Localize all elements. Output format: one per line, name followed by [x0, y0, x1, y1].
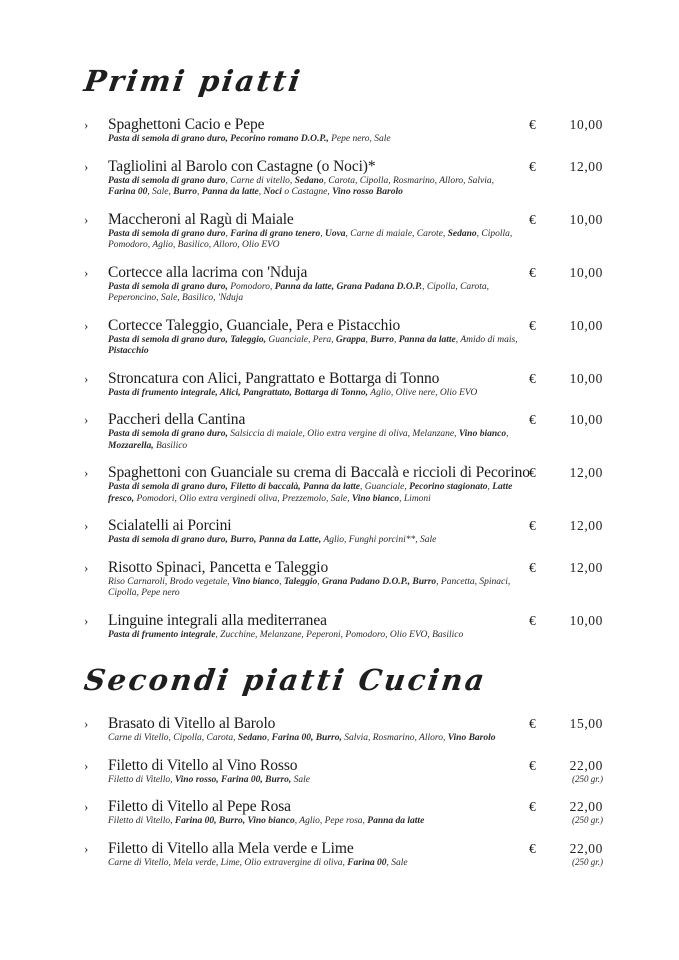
item-price	[529, 839, 603, 868]
menu-item	[84, 797, 603, 828]
item-ingredients: Pasta di frumento integrale, Alici, Pangrattato, Bottarga di Tonno, Aglio, Olive nere, Olio EVO	[108, 387, 478, 398]
euro-sign: €	[529, 518, 537, 533]
item-bullet-icon: ›	[84, 716, 89, 731]
euro-sign: €	[529, 117, 537, 132]
euro-sign: €	[529, 716, 537, 731]
item-name: Stroncatura con Alici, Pangrattato e Bottarga di Tonno	[108, 369, 440, 387]
item-ingredients: Carne di Vitello, Cipolla, Carota, Sedano, Farina 00, Burro, Salvia, Rosmarino, Alloro, Vino Barolo	[108, 733, 496, 743]
item-bullet-icon: ›	[84, 370, 89, 386]
menu-item	[84, 263, 603, 305]
price-row	[529, 613, 603, 629]
price-amount: 10,00	[569, 412, 603, 427]
menu-item	[84, 839, 603, 870]
item-price	[529, 558, 603, 576]
item-price	[529, 157, 603, 175]
section-title: Primi piatti	[82, 64, 305, 98]
item-bullet-icon: ›	[84, 317, 89, 333]
item-price	[529, 115, 603, 133]
item-body	[108, 210, 525, 252]
menu-item	[84, 316, 603, 358]
price-amount: 10,00	[569, 264, 603, 280]
item-body	[108, 558, 525, 600]
item-body	[108, 797, 525, 828]
price-amount: 15,00	[569, 716, 603, 731]
item-body	[108, 316, 525, 358]
price-row	[529, 465, 603, 481]
item-bullet-icon: ›	[84, 799, 89, 814]
item-body	[108, 410, 525, 452]
item-name: Cortecce Taleggio, Guanciale, Pera e Pistacchio	[108, 316, 401, 334]
price-amount: 10,00	[569, 612, 603, 628]
menu-item	[84, 611, 603, 642]
menu-item	[84, 410, 603, 452]
item-ingredients: Pasta di semola di grano duro, Pomodoro, Panna da latte, Grana Padana D.O.P., Cipolla, Carota, Peperoncino, Sale, Basilico, 'Nduja	[108, 281, 490, 303]
item-ingredients: Pasta di semola di grano duro, Farina di grano tenero, Uova, Carne di maiale, Carote, Sedano, Cipolla, Pomodoro, Aglio, Basilico, Alloro, Olio EVO	[108, 228, 513, 250]
item-body	[108, 516, 525, 547]
menu-item	[84, 369, 603, 400]
item-bullet-icon: ›	[84, 412, 89, 427]
euro-sign: €	[529, 840, 537, 856]
item-body	[108, 463, 530, 505]
price-amount: 22,00	[569, 799, 603, 814]
item-bullet-icon: ›	[84, 757, 89, 773]
price-row	[529, 716, 603, 732]
menu-item	[84, 115, 603, 146]
euro-sign: €	[529, 799, 537, 814]
item-ingredients: Carne di Vitello, Mela verde, Lime, Olio extravergine di oliva, Farina 00, Sale	[108, 857, 408, 868]
price-row	[529, 371, 603, 387]
item-body	[108, 756, 525, 787]
item-name: Filetto di Vitello alla Mela verde e Lime	[108, 839, 354, 857]
price-amount: 12,00	[569, 465, 603, 480]
item-bullet-icon: ›	[84, 840, 89, 856]
price-amount: 12,00	[569, 518, 603, 533]
item-body	[108, 263, 525, 305]
item-name: Maccheroni al Ragù di Maiale	[108, 210, 294, 228]
item-body	[108, 369, 525, 400]
item-name: Brasato di Vitello al Barolo	[108, 715, 276, 732]
euro-sign: €	[529, 370, 537, 386]
euro-sign: €	[529, 158, 537, 174]
price-row	[529, 799, 603, 815]
item-ingredients: Pasta di semola di grano duro, Pecorino romano D.O.P., Pepe nero, Sale	[108, 134, 391, 144]
euro-sign: €	[529, 612, 537, 628]
item-name: Filetto di Vitello al Vino Rosso	[108, 756, 298, 774]
price-row	[529, 212, 603, 228]
item-ingredients: Pasta di semola di grano duro, Burro, Panna da Latte, Aglio, Funghi porcini**, Sale	[108, 535, 437, 545]
item-bullet-icon: ›	[84, 211, 89, 227]
item-name: Tagliolini al Barolo con Castagne (o Noci)*	[108, 157, 376, 175]
menu-item	[84, 558, 603, 600]
item-bullet-icon: ›	[84, 612, 89, 628]
item-ingredients: Riso Carnaroli, Brodo vegetale, Vino bianco, Taleggio, Grana Padano D.O.P., Burro, Pancetta, Spinaci, Cipolla, Pepe nero	[108, 576, 511, 598]
price-row	[529, 560, 603, 576]
price-row	[529, 841, 603, 857]
item-bullet-icon: ›	[84, 158, 89, 174]
price-amount: 22,00	[569, 757, 603, 773]
price-row	[529, 518, 603, 534]
price-row	[529, 318, 603, 334]
menu-item	[84, 463, 603, 505]
item-body	[108, 714, 525, 745]
item-price	[529, 797, 603, 826]
price-row	[529, 117, 603, 133]
menu-sections	[84, 64, 603, 869]
item-price	[529, 463, 603, 481]
item-bullet-icon: ›	[84, 117, 89, 132]
price-amount: 12,00	[569, 559, 603, 575]
price-amount: 12,00	[569, 158, 603, 174]
item-name: Spaghettoni con Guanciale su crema di Baccalà e riccioli di Pecorino	[108, 464, 530, 481]
item-name: Spaghettoni Cacio e Pepe	[108, 116, 265, 133]
portion-size: (250 gr.)	[572, 815, 603, 825]
euro-sign: €	[529, 757, 537, 773]
item-bullet-icon: ›	[84, 264, 89, 280]
price-amount: 10,00	[569, 317, 603, 333]
item-price	[529, 369, 603, 387]
price-row	[529, 412, 603, 428]
price-amount: 10,00	[569, 370, 603, 386]
item-bullet-icon: ›	[84, 518, 89, 533]
item-name: Paccheri della Cantina	[108, 411, 246, 428]
section-title: Secondi piatti Cucina	[82, 663, 489, 697]
menu-item	[84, 516, 603, 547]
menu-item	[84, 210, 603, 252]
item-name: Linguine integrali alla mediterranea	[108, 611, 327, 629]
item-ingredients: Pasta di semola di grano duro, Carne di vitello, Sedano, Carota, Cipolla, Rosmarino, Alloro, Salvia, Farina 00, Sale, Burro, Panna da latte, Noci o Castagne, Vino rosso Barolo	[108, 175, 495, 197]
item-name: Cortecce alla lacrima con 'Nduja	[108, 263, 308, 281]
price-row	[529, 758, 603, 774]
item-price	[529, 714, 603, 732]
item-name: Risotto Spinaci, Pancetta e Taleggio	[108, 558, 329, 576]
item-price	[529, 210, 603, 228]
menu-item	[84, 756, 603, 787]
item-name: Filetto di Vitello al Pepe Rosa	[108, 798, 291, 815]
item-price	[529, 410, 603, 428]
item-ingredients: Pasta di semola di grano duro, Taleggio, Guanciale, Pera, Grappa, Burro, Panna da latte, Amido di mais, Pistacchio	[108, 334, 518, 356]
item-body	[108, 115, 525, 146]
price-amount: 22,00	[569, 840, 603, 856]
price-amount: 10,00	[569, 117, 603, 132]
item-price	[529, 316, 603, 334]
item-price	[529, 756, 603, 785]
item-price	[529, 516, 603, 534]
item-price	[529, 611, 603, 629]
euro-sign: €	[529, 559, 537, 575]
item-bullet-icon: ›	[84, 465, 89, 480]
price-row	[529, 265, 603, 281]
item-body	[108, 839, 525, 870]
item-price	[529, 263, 603, 281]
item-ingredients: Filetto di Vitello, Farina 00, Burro, Vino bianco, Aglio, Pepe rosa, Panna da latte	[108, 816, 425, 826]
portion-size: (250 gr.)	[572, 856, 603, 867]
price-row	[529, 159, 603, 175]
item-ingredients: Pasta di frumento integrale, Zucchine, Melanzane, Peperoni, Pomodoro, Olio EVO, Basilico	[108, 629, 464, 640]
item-body	[108, 611, 525, 642]
euro-sign: €	[529, 317, 537, 333]
euro-sign: €	[529, 465, 537, 480]
menu-item	[84, 157, 603, 199]
euro-sign: €	[529, 412, 537, 427]
item-bullet-icon: ›	[84, 559, 89, 575]
euro-sign: €	[529, 211, 537, 227]
item-ingredients: Pasta di semola di grano duro, Salsiccia di maiale, Olio extra vergine di oliva, Melanzane, Vino bianco, Mozzarella, Basilico	[108, 429, 509, 451]
item-name: Scialatelli ai Porcini	[108, 517, 232, 534]
euro-sign: €	[529, 264, 537, 280]
item-ingredients: Filetto di Vitello, Vino rosso, Farina 00, Burro, Sale	[108, 774, 310, 785]
item-ingredients: Pasta di semola di grano duro, Filetto di baccalà, Panna da latte, Guanciale, Pecorino stagionato, Latte fresco, Pomodori, Olio extra verginedi oliva, Prezzemolo, Sale, Vino bianco, Limoni	[108, 482, 513, 504]
item-body	[108, 157, 525, 199]
portion-size: (250 gr.)	[572, 773, 603, 784]
price-amount: 10,00	[569, 211, 603, 227]
menu-item	[84, 714, 603, 745]
